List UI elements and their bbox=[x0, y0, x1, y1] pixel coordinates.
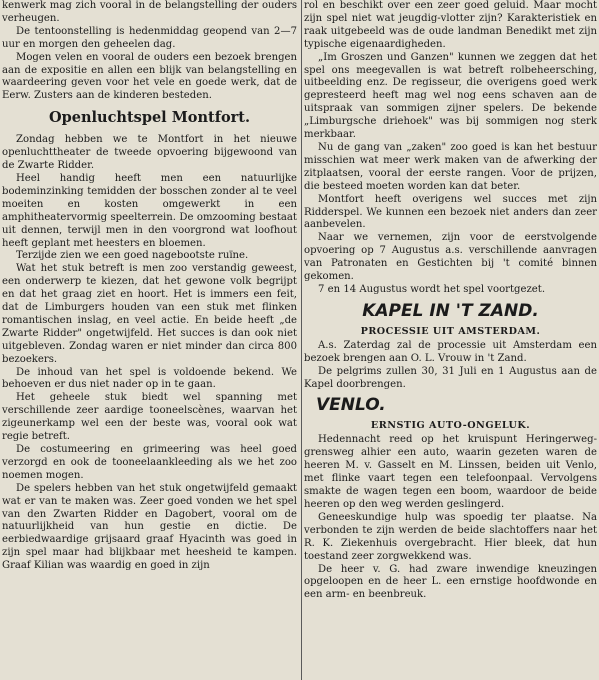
article-paragraph: De heer v. G. had zware inwendige kneuzingen opgeloopen en de heer L. een ernstige hoofdwonde en een arm- en beenbreuk. bbox=[304, 563, 597, 601]
article-paragraph: kenwerk mag zich vooral in de belangstelling der ouders verheugen. bbox=[2, 0, 297, 24]
right-column bbox=[304, 0, 597, 602]
article-paragraph: De spelers hebben van het stuk ongetwijfeld gemaakt wat er van te maken was. Zeer goed vonden we het spel van den Zwarten Ridder en Dagobert, vooral om de natuurlijkheid van hun gestie en dictie. De eerbiedwaardige grijsaard graaf Hyacinth was goed in zijn spel maar had blijkbaar met heesheid te kampen. Graaf Kilian was waardig en goed in zijn bbox=[2, 482, 297, 572]
place-heading-kapel: KAPEL IN 'T ZAND. bbox=[362, 300, 539, 321]
article-paragraph: 7 en 14 Augustus wordt het spel voortgezet. bbox=[318, 283, 546, 295]
article-paragraph: Hedennacht reed op het kruispunt Heringerweg-grensweg alhier een auto, waarin gezeten waren de heeren M. v. Gasselt en M. Linssen, beiden uit Venlo, met flinke vaart tegen een telefoonpaal. Vervolgens smakte de wagen tegen een boom, waardoor de beide heeren op den weg werden geslingerd. bbox=[304, 434, 597, 510]
article-paragraph: Montfort heeft overigens wel succes met zijn Ridderspel. We kunnen een bezoek niet anders dan zeer aanbevelen. bbox=[304, 193, 597, 231]
article-paragraph: De costumeering en grimeering was heel goed verzorgd en ook de tooneelaankleeding als we het zoo noemen mogen. bbox=[2, 444, 297, 481]
left-column bbox=[2, 0, 299, 573]
article-paragraph: De tentoonstelling is hedenmiddag geopend van 2—7 uur en morgen den geheelen dag. bbox=[2, 25, 297, 50]
place-heading-venlo: VENLO. bbox=[316, 395, 386, 416]
article-paragraph: rol en beschikt over een zeer goed geluid. Maar mocht zijn spel niet wat jeugdig-vlotter zijn? Karakteristiek en raak uitgebeeld was de oude landman Benedikt met zijn typische eigenaardigheden. bbox=[304, 0, 597, 50]
article-paragraph: Zondag hebben we te Montfort in het nieuwe openluchttheater de tweede opvoering bijgewoond van de Zwarte Ridder. bbox=[2, 134, 297, 172]
article-paragraph: Terzijde zien we een goed nagebootste ruïne. bbox=[16, 250, 249, 262]
section-subheading: ERNSTIG AUTO-ONGELUK. bbox=[370, 420, 531, 432]
column-divider bbox=[301, 0, 302, 680]
article-paragraph: Naar we vernemen, zijn voor de eerstvolgende opvoering op 7 Augustus a.s. verschillende aanvragen van Patronaten en Gestichten bij 't comité binnen gekomen. bbox=[304, 232, 597, 283]
article-paragraph: „Im Groszen und Ganzen" kunnen we zeggen dat het spel ons meegevallen is wat betreft rolbeheersching, uitbeelding enz. De regisseur, die overigens goed werk gepresteerd heeft mag wel nog eens schaven aan de uitspraak van sommigen zijner spelers. De bekende „Limburgsche driehoek" was bij sommigen nog sterk merkbaar. bbox=[304, 51, 597, 141]
section-subheading: PROCESSIE UIT AMSTERDAM. bbox=[360, 325, 541, 337]
article-paragraph: Nu de gang van „zaken" zoo goed is kan het bestuur misschien wat meer werk maken van de afwerking der zitplaatsen, vooral der eerste rangen. Voor de prijzen, die besteed moeten worden kan dat beter. bbox=[304, 141, 597, 192]
article-paragraph: De inhoud van het spel is voldoende bekend. We behoeven er dus niet nader op in te gaan. bbox=[2, 366, 297, 391]
article-paragraph: Wat het stuk betreft is men zoo verstandig geweest, een onderwerp te kiezen, dat het gewone volk begrijpt en dat het graag ziet en hoort. Het is immers een feit, dat de Limburgers houden van een stuk met flinken romantischen inslag, en veel actie. En beide heeft „de Zwarte Ridder" ongetwijfeld. Het succes is dan ook niet uitgebleven. Zondag waren er niet minder dan circa 800 bezoekers. bbox=[2, 263, 297, 365]
article-paragraph: Het geheele stuk biedt wel spanning met verschillende zeer aardige tooneelscènes, waarvan het zigeunerkamp wel een der beste was, vooral ook wat regie betreft. bbox=[2, 392, 297, 443]
article-paragraph: Heel handig heeft men een natuurlijke bodeminzinking temidden der bosschen zonder al te veel moeiten en kosten omgewerkt in een amphitheatervormig speelterrein. De omzooming bestaat uit dennen, terwijl men in den voorgrond wat loofhout heeft geplant met heesters en bloemen. bbox=[2, 172, 297, 249]
article-heading: Openluchtspel Montfort. bbox=[49, 109, 250, 127]
article-paragraph: Mogen velen en vooral de ouders een bezoek brengen aan de expositie en allen een blijk van belangstelling en waardeering geven voor het vele en goede werk, dat de Eerw. Zusters aan de kinderen besteden. bbox=[2, 51, 297, 102]
article-paragraph: A.s. Zaterdag zal de processie uit Amsterdam een bezoek brengen aan O. L. Vrouw in 't Zand. bbox=[304, 339, 597, 364]
article-paragraph: Geneeskundige hulp was spoedig ter plaatse. Na verbonden te zijn werden de beide slachtoffers naar het R. K. Ziekenhuis overgebracht. Hier bleek, dat hun toestand zeer zorgwekkend was. bbox=[304, 511, 597, 562]
article-paragraph: De pelgrims zullen 30, 31 Juli en 1 Augustus aan de Kapel doorbrengen. bbox=[304, 365, 597, 390]
